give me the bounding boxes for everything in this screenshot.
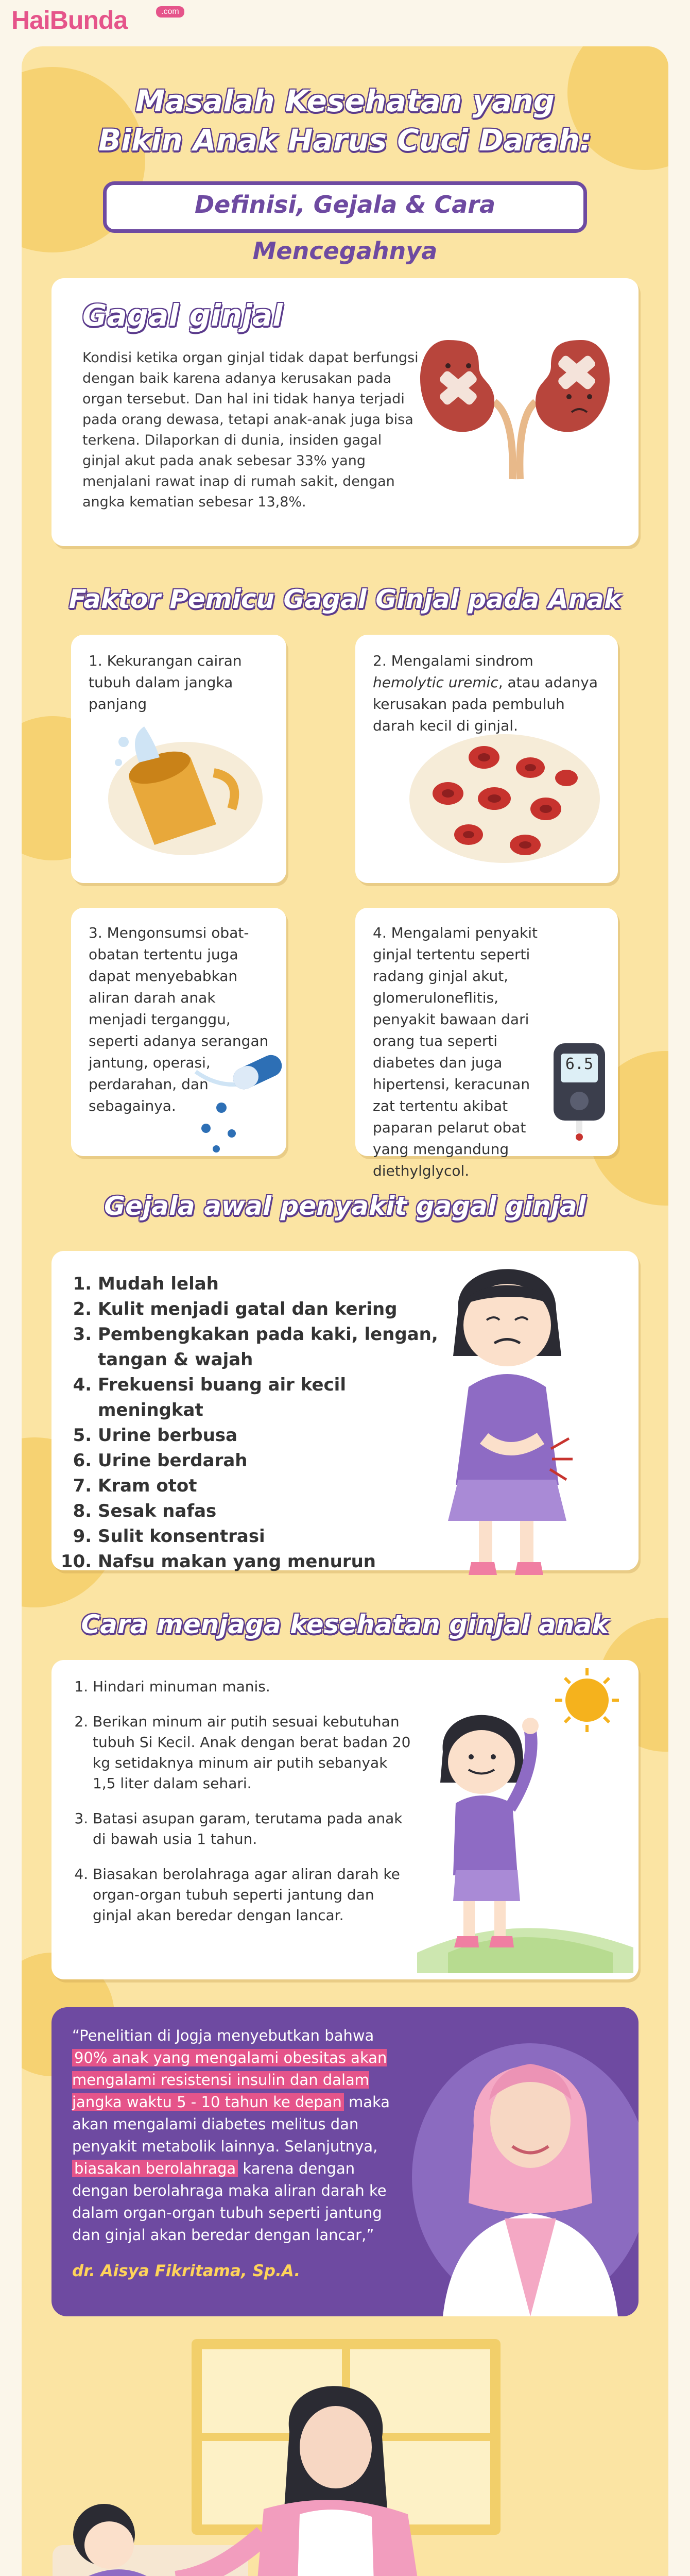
care-item: 1. Hindari minuman manis. — [93, 1676, 412, 1697]
care-title: Cara menjaga kesehatan ginjal anak — [81, 1609, 609, 1639]
factor-1-text: 1. Kekurangan cairan tubuh dalam jangka panjang — [89, 652, 242, 713]
symptom-item: 9. Sulit konsentrasi — [98, 1524, 443, 1549]
symptom-item: 6. Urine berdarah — [98, 1448, 443, 1473]
symptom-item: 3. Pembengkakan pada kaki, lengan, tangan & wajah — [98, 1322, 443, 1372]
quote-author: dr. Aisya Fikritama, Sp.A. — [72, 2262, 301, 2280]
quote-highlight-1: 90% anak yang mengalami obesitas akan mengalami resistensi insulin dan dalam jangka waktu 5 - 10 tahun ke depan — [72, 2049, 387, 2111]
intro-text: Kondisi ketika organ ginjal tidak dapat berfungsi dengan baik karena adanya kerusakan pada organ tersebut. Dan hal ini tidak hanya terjadi pada orang dewasa, tetapi anak-anak juga bisa terkena. Dilaporkan di dunia, insiden gagal ginjal akut pada anak sebesar 33% yang menjalani rawat inap di rumah sakit, dengan angka kematian sebesar 13,8%. — [82, 350, 419, 510]
sun-icon — [555, 1668, 619, 1732]
kidneys-illustration — [417, 330, 613, 484]
symptom-item: 7. Kram otot — [98, 1473, 443, 1499]
care-item: 4. Biasakan berolahraga agar aliran darah ke organ-organ tubuh seperti jantung dan ginjal akan beredar dengan lancar. — [93, 1864, 412, 1926]
symptom-item: 1. Mudah lelah — [98, 1272, 443, 1297]
subtitle: Definisi, Gejala & Cara Mencegahnya — [195, 191, 495, 265]
care-item: 2. Berikan minum air putih sesuai kebutuhan tubuh Si Kecil. Anak dengan berat badan 20 kg setidaknya minum air putih sebanyak 1,5 liter dalam sehari. — [93, 1711, 412, 1794]
symptom-item: 8. Sesak nafas — [98, 1499, 443, 1524]
quote-text: “Penelitian di Jogja menyebutkan bahwa 90% anak yang mengalami obesitas akan mengalami resistensi insulin dan dalam jangka waktu 5 - 10 tahun ke depan maka akan mengalami diabetes melitus dan penyakit metabolik lainnya. Selanjutnya, biasakan berolahraga karena dengan dengan berolahraga maka aliran darah ke dalam organ-organ tubuh seperti jantung dan ginjal akan beredar dengan lancar,” — [72, 2027, 390, 2244]
spilled-cup-illustration — [108, 721, 263, 855]
logo-suffix: .com — [156, 6, 184, 18]
symptom-item: 10. Nafsu makan yang menurun — [98, 1549, 443, 1574]
exercise-girl-illustration — [417, 1664, 639, 1973]
factor-2-text: 2. Mengalami sindrom hemolytic uremic, atau adanya kerusakan pada pembuluh darah kecil di ginjal. — [373, 652, 598, 734]
care-item: 3. Batasi asupan garam, terutama pada anak di bawah usia 1 tahun. — [93, 1808, 412, 1850]
mother-child-illustration — [22, 2339, 668, 2576]
symptoms-title: Gejala awal penyakit gagal ginjal — [104, 1191, 586, 1221]
sick-girl-illustration — [422, 1243, 597, 1583]
factors-title: Faktor Pemicu Gagal Ginjal pada Anak — [68, 584, 622, 614]
symptoms-list — [72, 1272, 443, 1574]
symptom-item: 2. Kulit menjadi gatal dan kering — [98, 1297, 443, 1322]
quote-highlight-2: biasakan berolahraga — [72, 2160, 238, 2177]
symptom-item: 5. Urine berbusa — [98, 1423, 443, 1448]
haibunda-logo[interactable]: HaiBunda — [11, 6, 128, 35]
blood-cells-illustration — [412, 732, 597, 866]
factor-4-text: 4. Mengalami penyakit ginjal tertentu seperti radang ginjal akut, glomeruloneflitis, penyakit bawaan dari orang tua seperti diabetes dan juga hipertensi, keracunan zat tertentu akibat paparan pelarut obat yang mengandung diethylglycol. — [373, 924, 538, 1179]
pills-illustration — [185, 1051, 283, 1154]
care-list — [72, 1676, 412, 1940]
main-title-line1: Masalah Kesehatan yang — [135, 83, 555, 118]
symptom-item: 4. Frekuensi buang air kecil meningkat — [98, 1372, 443, 1423]
meter-reading: 6.5 — [565, 1055, 594, 1073]
intro-heading: Gagal ginjal — [82, 298, 283, 333]
doctor-illustration — [412, 2007, 639, 2316]
factor-3-text: 3. Mengonsumsi obat-obatan tertentu juga dapat menyebabkan aliran darah anak menjadi terganggu, seperti adanya serangan jantung, operasi, perdarahan, dan sebagainya. — [89, 924, 269, 1114]
main-title-line2: Bikin Anak Harus Cuci Darah: — [98, 123, 592, 158]
